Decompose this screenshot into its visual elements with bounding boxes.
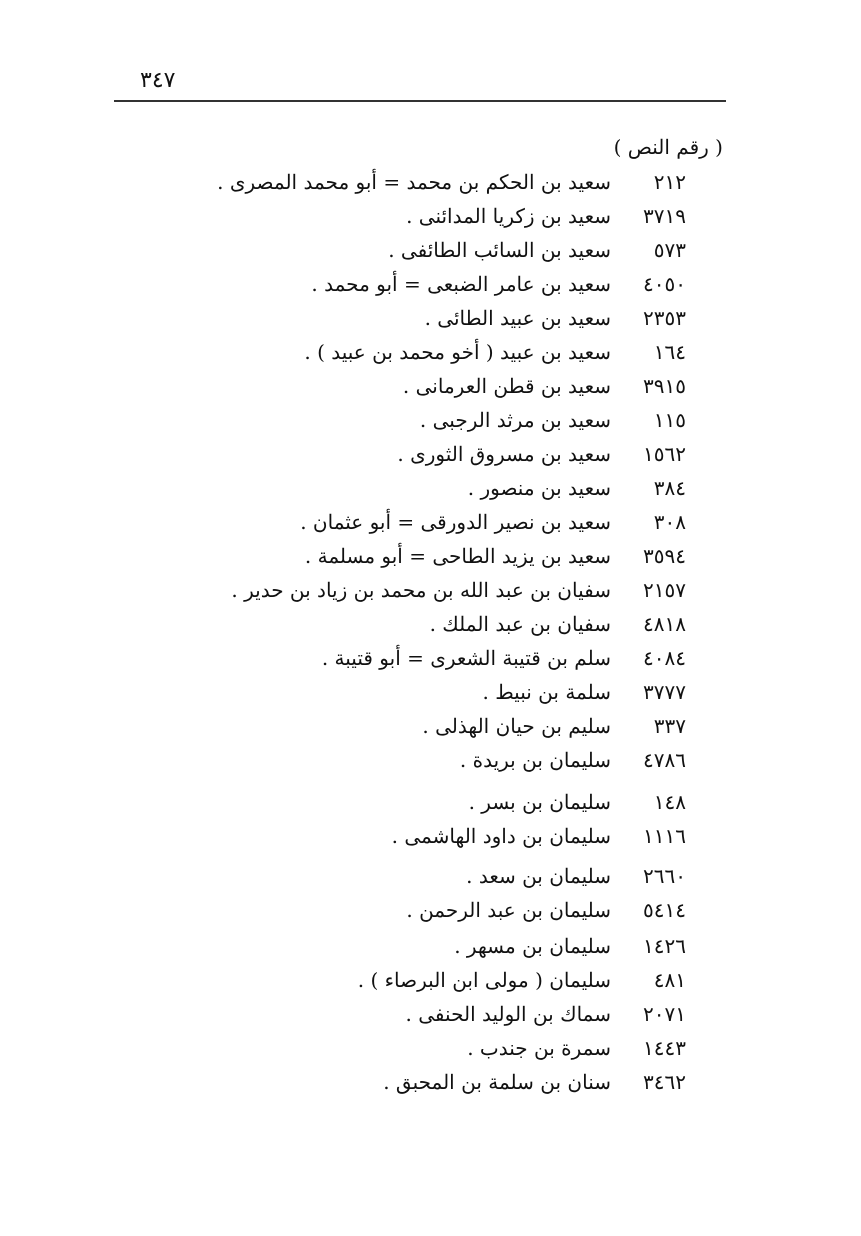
list-item <box>0 306 861 338</box>
entry-number: ٣٠٨ <box>653 510 686 534</box>
entry-number: ٤٠٨٤ <box>643 646 686 670</box>
list-item <box>0 1036 861 1068</box>
list-item <box>0 408 861 440</box>
entry-number: ٤٨١ <box>653 968 686 992</box>
entry-number: ٣٧١٩ <box>643 204 686 228</box>
list-item <box>0 1070 861 1102</box>
entry-name: سليمان بن سعد . <box>466 864 611 888</box>
list-item <box>0 510 861 542</box>
entry-number: ١٤٨ <box>653 790 686 814</box>
list-item <box>0 544 861 576</box>
entry-name: سفيان بن عبد الملك . <box>429 612 611 636</box>
entry-number: ١٤٤٣ <box>643 1036 686 1060</box>
entry-number: ٣٥٩٤ <box>643 544 686 568</box>
list-item <box>0 476 861 508</box>
list-item <box>0 748 861 780</box>
entry-number: ١١١٦ <box>643 824 686 848</box>
list-item <box>0 204 861 236</box>
entry-name: سعيد بن نصير الدورقى = أبو عثمان . <box>300 510 611 534</box>
entry-number: ٢٦٦٠ <box>643 864 686 888</box>
page-number: ٣٤٧ <box>140 68 176 93</box>
entry-name: سليمان بن بريدة . <box>459 748 611 772</box>
list-item <box>0 790 861 822</box>
entry-number: ٣٨٤ <box>653 476 686 500</box>
list-item <box>0 714 861 746</box>
entry-name: سليمان بن بسر . <box>468 790 611 814</box>
entry-name: سليمان بن داود الهاشمى . <box>391 824 611 848</box>
entry-name: سفيان بن عبد الله بن محمد بن زياد بن حدير . <box>231 578 611 602</box>
list-item <box>0 824 861 856</box>
list-item <box>0 578 861 610</box>
list-item <box>0 934 861 966</box>
entry-number: ٣٧٧٧ <box>643 680 686 704</box>
entry-name: سلمة بن نبيط . <box>482 680 611 704</box>
list-item <box>0 898 861 930</box>
list-item <box>0 1002 861 1034</box>
entry-name: سعيد بن منصور . <box>467 476 611 500</box>
entry-number: ٤٠٥٠ <box>643 272 686 296</box>
list-item <box>0 170 861 202</box>
entry-name: سليمان ( مولى ابن البرصاء ) . <box>357 968 611 992</box>
list-item <box>0 442 861 474</box>
entry-number: ١٥٦٢ <box>643 442 686 466</box>
entry-number: ٢١٥٧ <box>643 578 686 602</box>
entry-number: ٣٩١٥ <box>643 374 686 398</box>
entry-name: سلم بن قتيبة الشعرى = أبو قتيبة . <box>321 646 611 670</box>
entry-name: سعيد بن مسروق الثورى . <box>397 442 611 466</box>
entry-number: ١١٥ <box>653 408 686 432</box>
entry-number: ٢١٢ <box>653 170 686 194</box>
entry-name: سعيد بن عبيد الطائى . <box>424 306 611 330</box>
entry-name: سعيد بن قطن العرمانى . <box>402 374 611 398</box>
entry-name: سليمان بن عبد الرحمن . <box>406 898 611 922</box>
entry-number: ٥٤١٤ <box>643 898 686 922</box>
column-heading: ( رقم النص ) <box>613 135 723 159</box>
entry-number: ٢٣٥٣ <box>643 306 686 330</box>
header-rule <box>114 100 726 102</box>
entry-name: سليم بن حيان الهذلى . <box>422 714 611 738</box>
entry-name: سعيد بن زكريا المدائنى . <box>406 204 611 228</box>
entry-name: سليمان بن مسهر . <box>454 934 611 958</box>
list-item <box>0 272 861 304</box>
list-item <box>0 340 861 372</box>
list-item <box>0 238 861 270</box>
list-item <box>0 968 861 1000</box>
entry-name: سعيد بن عامر الضبعى = أبو محمد . <box>311 272 611 296</box>
list-item <box>0 864 861 896</box>
list-item <box>0 612 861 644</box>
list-item <box>0 646 861 678</box>
entry-name: سماك بن الوليد الحنفى . <box>405 1002 611 1026</box>
entry-number: ٤٧٨٦ <box>643 748 686 772</box>
entry-name: سعيد بن عبيد ( أخو محمد بن عبيد ) . <box>304 340 611 364</box>
entry-number: ١٤٢٦ <box>643 934 686 958</box>
entry-name: سعيد بن الحكم بن محمد = أبو محمد المصرى . <box>217 170 611 194</box>
entry-number: ٣٤٦٢ <box>643 1070 686 1094</box>
entry-name: سنان بن سلمة بن المحبق . <box>383 1070 611 1094</box>
entry-name: سعيد بن السائب الطائفى . <box>388 238 611 262</box>
list-item <box>0 680 861 712</box>
entry-name: سمرة بن جندب . <box>467 1036 611 1060</box>
entry-name: سعيد بن مرثد الرجبى . <box>419 408 611 432</box>
entry-number: ٥٧٣ <box>653 238 686 262</box>
entry-number: ٣٣٧ <box>653 714 686 738</box>
entry-number: ١٦٤ <box>653 340 686 364</box>
list-item <box>0 374 861 406</box>
entry-number: ٢٠٧١ <box>643 1002 686 1026</box>
entry-number: ٤٨١٨ <box>643 612 686 636</box>
entry-name: سعيد بن يزيد الطاحى = أبو مسلمة . <box>304 544 611 568</box>
